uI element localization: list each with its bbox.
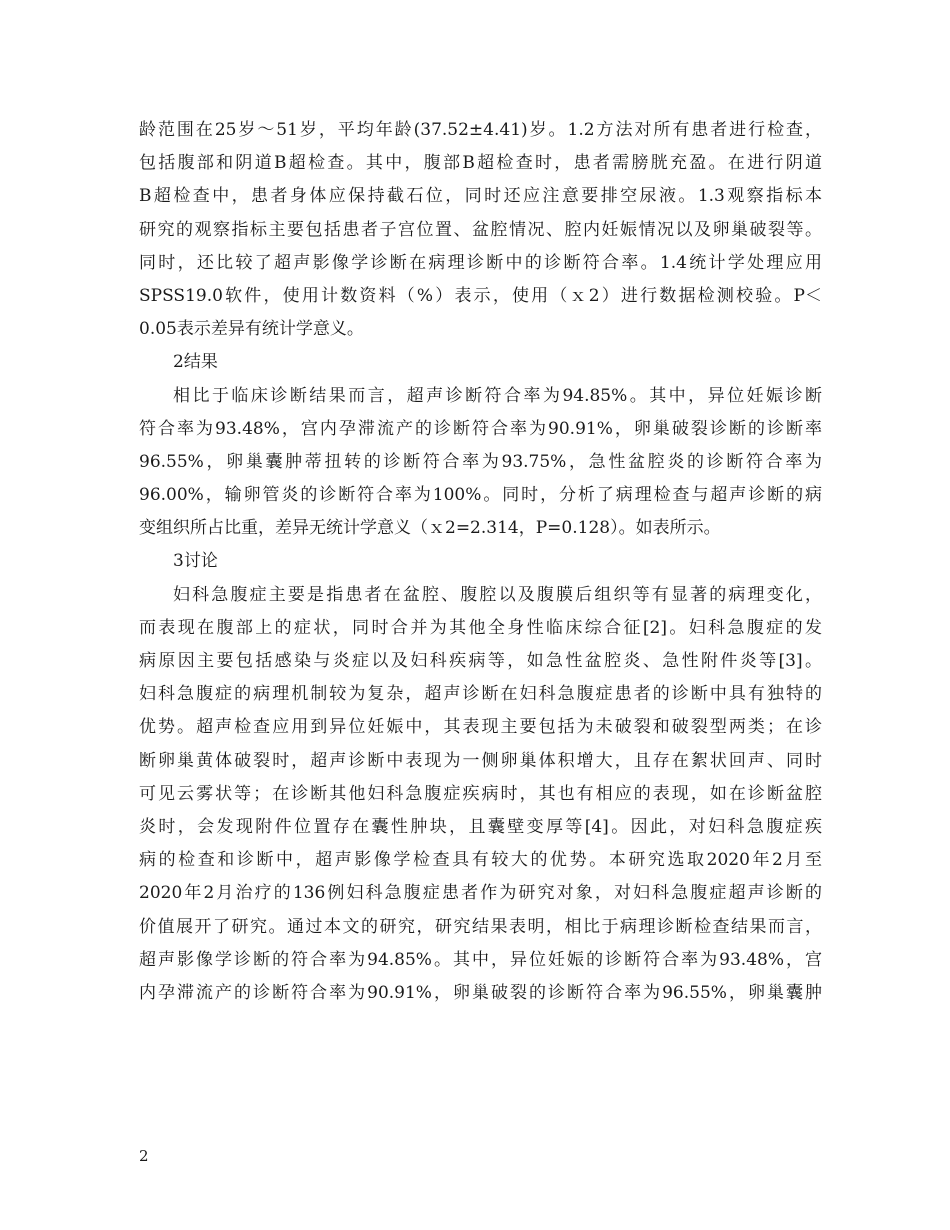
text-line: 同时，还比较了超声影像学诊断在病理诊断中的诊断符合率。1.4统计学处理应用 bbox=[139, 252, 822, 273]
text-line: 而表现在腹部上的症状，同时合并为其他全身性临床综合征[2]。妇科急腹症的发 bbox=[139, 617, 822, 638]
text-line: 变组织所占比重，差异无统计学意义（ｘ2=2.314，P=0.128）。如表所示。 bbox=[139, 518, 721, 539]
text-line: 超声影像学诊断的符合率为94.85%。其中，异位妊娠的诊断符合率为93.48%，宫 bbox=[139, 949, 822, 970]
text-line: 龄范围在25岁～51岁，平均年龄(37.52±4.41)岁。1.2方法对所有患者进行检查， bbox=[139, 120, 822, 140]
text-line: 相比于临床诊断结果而言，超声诊断符合率为94.85%。其中，异位妊娠诊断 bbox=[173, 385, 822, 406]
text-line: 2020年2月治疗的136例妇科急腹症患者作为研究对象，对妇科急腹症超声诊断的 bbox=[139, 883, 822, 904]
text-line: 断卵巢黄体破裂时，超声诊断中表现为一侧卵巢体积增大，且存在絮状回声、同时 bbox=[139, 750, 822, 771]
text-line: 96.55%，卵巢囊肿蒂扭转的诊断符合率为93.75%，急性盆腔炎的诊断符合率为 bbox=[139, 451, 822, 472]
text-line: 包括腹部和阴道B超检查。其中，腹部B超检查时，患者需膀胱充盈。在进行阴道 bbox=[139, 153, 822, 174]
text-line: B超检查中，患者身体应保持截石位，同时还应注意要排空尿液。1.3观察指标本 bbox=[139, 186, 822, 207]
text-line: 价值展开了研究。通过本文的研究，研究结果表明，相比于病理诊断检查结果而言， bbox=[139, 916, 822, 937]
text-line: SPSS19.0软件，使用计数资料（%）表示，使用（ｘ2）进行数据检测校验。P＜ bbox=[139, 285, 822, 306]
text-line: 妇科急腹症的病理机制较为复杂，超声诊断在妇科急腹症患者的诊断中具有独特的 bbox=[139, 684, 822, 705]
page-number: 2 bbox=[139, 1147, 149, 1165]
text-line: 妇科急腹症主要是指患者在盆腔、腹腔以及腹膜后组织等有显著的病理变化， bbox=[173, 584, 822, 605]
text-line: 炎时，会发现附件位置存在囊性肿块，且囊壁变厚等[4]。因此，对妇科急腹症疾 bbox=[139, 816, 822, 837]
text-line: 可见云雾状等；在诊断其他妇科急腹症疾病时，其也有相应的表现，如在诊断盆腔 bbox=[139, 783, 822, 804]
text-line: 符合率为93.48%，宫内孕滞流产的诊断符合率为90.91%，卵巢破裂诊断的诊断率 bbox=[139, 418, 822, 439]
section-heading-discussion: 3讨论 bbox=[173, 551, 218, 572]
text-line: 0.05表示差异有统计学意义。 bbox=[139, 319, 364, 340]
text-line: 病的检查和诊断中，超声影像学检查具有较大的优势。本研究选取2020年2月至 bbox=[139, 850, 822, 871]
body-text bbox=[139, 114, 822, 1010]
text-line: 病原因主要包括感染与炎症以及妇科疾病等，如急性盆腔炎、急性附件炎等[3]。 bbox=[139, 651, 822, 671]
text-line: 96.00%，输卵管炎的诊断符合率为100%。同时，分析了病理检查与超声诊断的病 bbox=[139, 485, 822, 506]
text-line: 内孕滞流产的诊断符合率为90.91%，卵巢破裂的诊断符合率为96.55%，卵巢囊肿 bbox=[139, 982, 822, 1003]
text-line: 研究的观察指标主要包括患者子宫位置、盆腔情况、腔内妊娠情况以及卵巢破裂等。 bbox=[139, 219, 822, 240]
text-line: 优势。超声检查应用到异位妊娠中，其表现主要包括为未破裂和破裂型两类；在诊 bbox=[139, 717, 822, 738]
section-heading-results: 2结果 bbox=[173, 352, 218, 373]
